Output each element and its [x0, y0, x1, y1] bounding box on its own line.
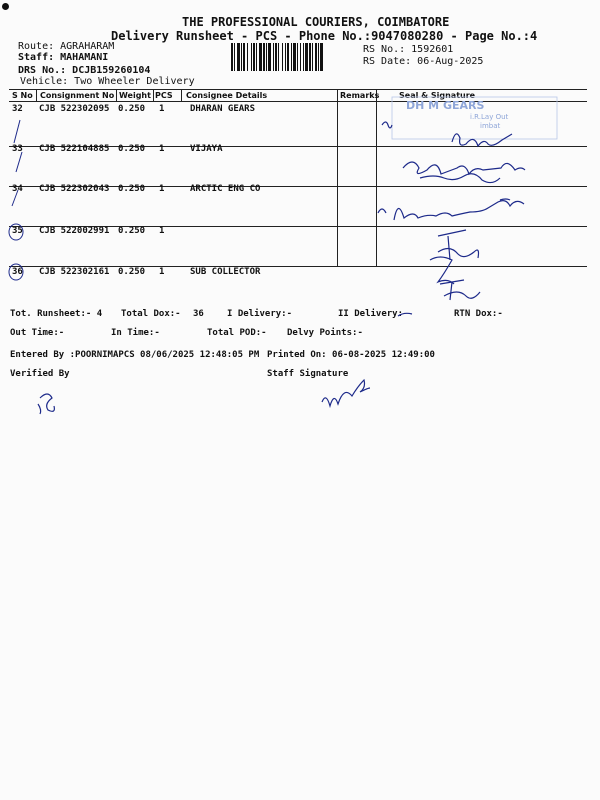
row-pcs: 1	[159, 104, 165, 114]
out-time-label: Out Time:-	[10, 328, 65, 338]
row-consignee: DHARAN GEARS	[190, 104, 256, 114]
row-weight: 0.250	[118, 226, 146, 236]
row-pcs: 1	[159, 144, 165, 154]
row-weight: 0.250	[118, 104, 146, 114]
row-sno: 34	[12, 184, 23, 194]
rs-date-label: RS Date: 06-Aug-2025	[363, 56, 484, 67]
row-weight: 0.250	[118, 267, 146, 277]
printed-on: Printed On: 06-08-2025 12:49:00	[267, 350, 435, 360]
col-consignment: Consignment No	[40, 91, 115, 100]
row-pcs: 1	[159, 184, 165, 194]
col-consignee: Consignee Details	[186, 91, 268, 100]
row-pcs: 1	[159, 267, 165, 277]
svg-text:DH M GEARS: DH M GEARS	[406, 99, 485, 112]
company-title: THE PROFESSIONAL COURIERS, COIMBATORE	[182, 15, 450, 29]
staff-label: Staff: MAHAMANI	[18, 52, 109, 63]
row-consignment: CJB 522104885	[39, 144, 110, 154]
in-time-label: In Time:-	[111, 328, 160, 338]
col-remarks: Remarks	[340, 91, 380, 100]
svg-text:imbat: imbat	[480, 122, 501, 130]
row-check-mark	[16, 152, 22, 172]
row-consignee: ARCTIC ENG CO	[190, 184, 261, 194]
vehicle-label: Vehicle: Two Wheeler Delivery	[20, 76, 195, 87]
drs-label: DRS No.: DCJB159260104	[18, 65, 151, 76]
company-stamp	[392, 97, 557, 139]
total-pod-label: Total POD:-	[207, 328, 267, 338]
col-sno: S No	[12, 91, 33, 100]
row-sno: 32	[12, 104, 23, 114]
tot-runsheet: Tot. Runsheet:- 4	[10, 309, 103, 319]
delvy-points-label: Delvy Points:-	[287, 328, 363, 338]
row-consignment: CJB 522002991	[39, 226, 110, 236]
verified-by-label: Verified By	[10, 369, 70, 379]
row-consignment: CJB 522302095	[39, 104, 110, 114]
row-consignment: CJB 522302161	[39, 267, 110, 277]
col-pcs: PCS	[155, 91, 173, 100]
staff-signature-label: Staff Signature	[267, 369, 349, 379]
svg-text:i.R.Lay Out: i.R.Lay Out	[470, 113, 509, 121]
row-sno: 35	[12, 226, 23, 236]
col-seal: Seal & Signature	[399, 91, 476, 100]
rs-no-label: RS No.: 1592601	[363, 44, 454, 55]
punch-hole	[2, 3, 9, 10]
runsheet-title: Delivery Runsheet - PCS - Phone No.:9047080280 - Page No.:4	[111, 29, 538, 43]
row-consignee: SUB COLLECTOR	[190, 267, 261, 277]
row-weight: 0.250	[118, 144, 146, 154]
total-dox-value: 36	[193, 309, 204, 319]
row-sno: 36	[12, 267, 23, 277]
route-label: Route: AGRAHARAM	[18, 41, 115, 52]
ii-delivery-label: II Delivery:	[338, 309, 404, 319]
entered-by: Entered By :POORNIMAPCS 08/06/2025 12:48:05 PM	[10, 350, 260, 360]
total-dox-label: Total Dox:-	[121, 309, 181, 319]
row-consignee: VIJAYA	[190, 144, 223, 154]
row-weight: 0.250	[118, 184, 146, 194]
row-sno: 33	[12, 144, 23, 154]
row-pcs: 1	[159, 226, 165, 236]
barcode	[231, 43, 355, 71]
col-weight: Weight	[119, 91, 151, 100]
rtn-dox-label: RTN Dox:-	[454, 309, 503, 319]
row-check-mark	[14, 120, 20, 143]
row-consignment: CJB 522302043	[39, 184, 110, 194]
i-delivery-label: I Delivery:-	[227, 309, 293, 319]
